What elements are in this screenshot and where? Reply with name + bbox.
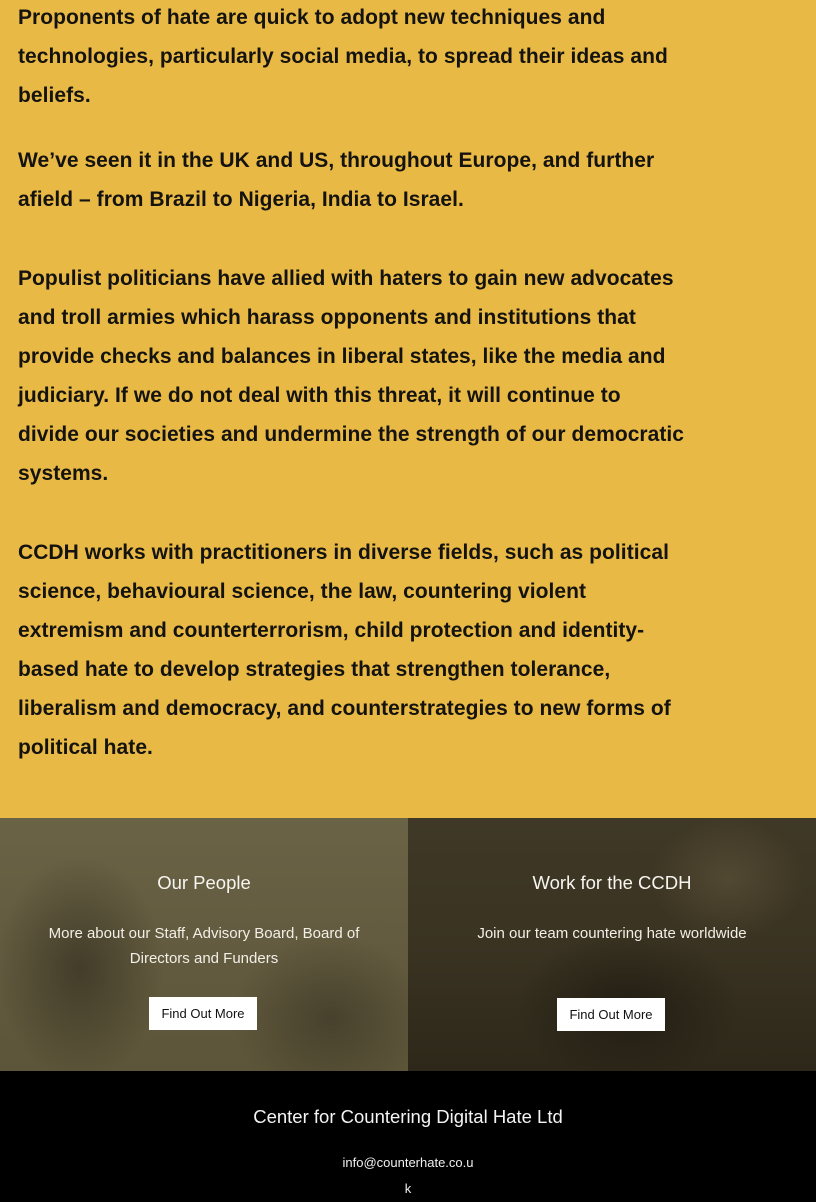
intro-paragraph: CCDH works with practitioners in diverse fields, such as political science, behavioural science, the law, countering violent extremism and counterterrorism, child protection and identity-based hate to develop strategies that strengthen tolerance, liberalism and democracy, and counterstrategies to new forms of political hate. — [18, 541, 671, 759]
footer-organization-name: Center for Countering Digital Hate Ltd — [253, 1106, 563, 1127]
intro-paragraph: We’ve seen it in the UK and US, throughout Europe, and further afield – from Brazil to Nigeria, India to Israel. — [18, 149, 655, 211]
footer-email-link[interactable]: info@counterhate.co.uk — [342, 1155, 474, 1196]
promo-cards — [0, 818, 816, 1071]
our-people-card — [0, 818, 408, 1071]
our-people-find-out-more-button[interactable]: Find Out More — [149, 997, 257, 1030]
work-for-ccdh-find-out-more-button[interactable]: Find Out More — [557, 998, 665, 1031]
card-description: More about our Staff, Advisory Board, Board of Directors and Funders — [48, 925, 360, 967]
card-title: Our People — [157, 872, 251, 893]
card-description: Join our team countering hate worldwide — [477, 925, 747, 942]
footer — [0, 1071, 816, 1200]
intro-paragraph: Populist politicians have allied with haters to gain new advocates and troll armies which harass opponents and institutions that provide checks and balances in liberal states, like the media and judiciary. If we do not deal with this threat, it will continue to divide our societies and undermine the strength of our democratic systems. — [18, 267, 685, 485]
card-title: Work for the CCDH — [532, 872, 692, 893]
intro-paragraph: Proponents of hate are quick to adopt new techniques and technologies, particularly social media, to spread their ideas and beliefs. — [18, 6, 668, 107]
work-for-ccdh-card — [408, 818, 816, 1071]
